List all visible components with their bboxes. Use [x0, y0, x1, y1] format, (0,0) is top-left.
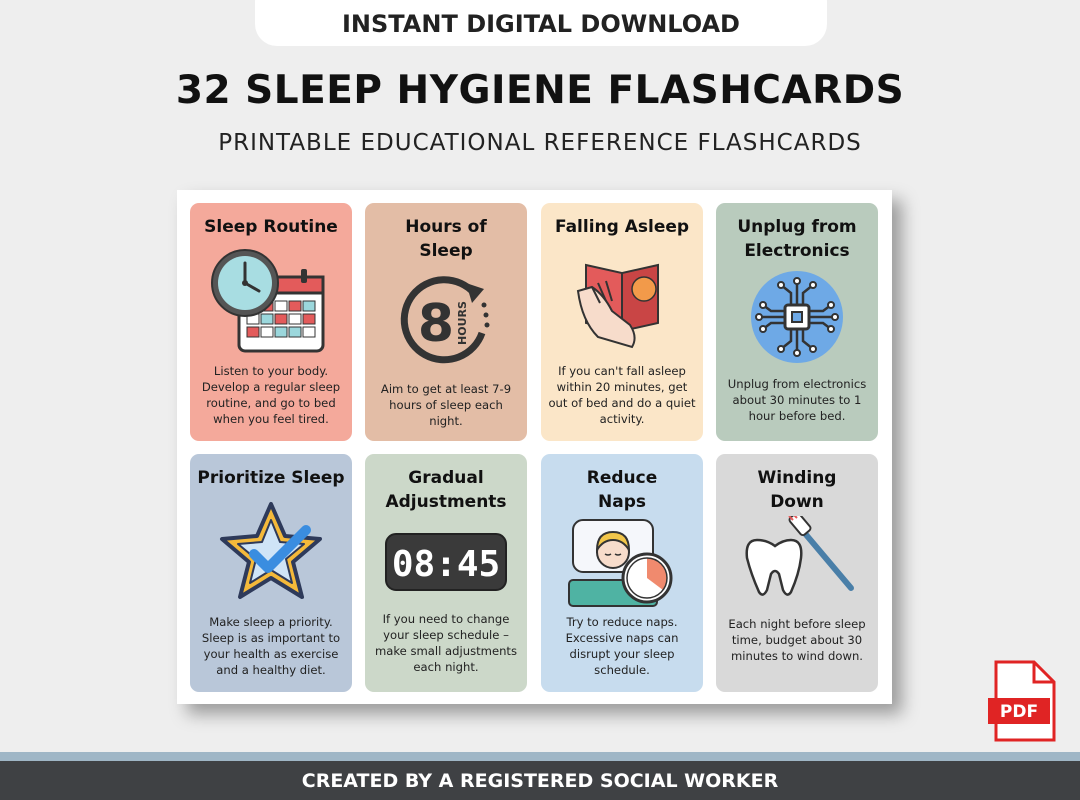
card-title: Gradual Adjustments: [385, 468, 507, 512]
card-gradual-adjustments: [365, 454, 527, 692]
card-title: Hours of Sleep: [405, 217, 487, 261]
nap-clock-icon: [541, 518, 703, 608]
card-title: Unplug from Electronics: [737, 217, 857, 261]
card-hours-of-sleep: [365, 203, 527, 441]
card-description: Unplug from electronics about 30 minutes to 1 hour before bed.: [727, 377, 867, 423]
card-title: Winding Down: [757, 468, 837, 512]
footer-bar: [0, 761, 1080, 800]
subtitle: PRINTABLE EDUCATIONAL REFERENCE FLASHCARDS: [218, 130, 862, 156]
card-sleep-routine: [190, 203, 352, 441]
digital-clock-icon: [365, 532, 527, 592]
card-prioritize-sleep: [190, 454, 352, 692]
card-falling-asleep: [541, 203, 703, 441]
hours-number: 8: [417, 294, 455, 354]
card-description: Aim to get at least 7-9 hours of sleep each night.: [380, 382, 512, 428]
pdf-file-icon: [988, 660, 1056, 742]
tooth-brush-icon: [716, 516, 878, 600]
footer-text: CREATED BY A REGISTERED SOCIAL WORKER: [301, 769, 779, 792]
top-banner: [255, 0, 827, 46]
flashcard-sheet: [177, 190, 892, 704]
card-title: Reduce Naps: [586, 468, 658, 512]
banner-text: INSTANT DIGITAL DOWNLOAD: [342, 10, 740, 38]
circuit-chip-icon: [716, 269, 878, 365]
card-description: Make sleep a priority. Sleep is as important to your health as exercise and a healthy diet.: [201, 615, 341, 677]
card-unplug-electronics: [716, 203, 878, 441]
pdf-label: PDF: [999, 702, 1039, 722]
card-reduce-naps: [541, 454, 703, 692]
clock-display: 08:45: [391, 544, 501, 585]
card-description: If you need to change your sleep schedule – make small adjustments each night.: [374, 612, 518, 674]
card-description: Each night before sleep time, budget about 30 minutes to wind down.: [728, 617, 866, 663]
footer-stripe: [0, 752, 1080, 761]
main-title: 32 SLEEP HYGIENE FLASHCARDS: [175, 68, 905, 113]
eight-hours-icon: [365, 271, 527, 371]
card-description: If you can't fall asleep within 20 minutes, get out of bed and do a quiet activity.: [548, 364, 696, 426]
clock-calendar-icon: [190, 247, 352, 357]
hours-label: HOURS: [456, 301, 469, 345]
card-title: Sleep Routine: [204, 217, 338, 237]
star-check-icon: [190, 498, 352, 608]
book-hands-icon: [541, 251, 703, 351]
card-description: Listen to your body. Develop a regular sleep routine, and go to bed when you feel tired.: [201, 364, 341, 426]
card-winding-down: [716, 454, 878, 692]
card-title: Falling Asleep: [554, 217, 690, 237]
card-title: Prioritize Sleep: [197, 468, 345, 488]
card-description: Try to reduce naps. Excessive naps can disrupt your sleep schedule.: [565, 615, 679, 677]
